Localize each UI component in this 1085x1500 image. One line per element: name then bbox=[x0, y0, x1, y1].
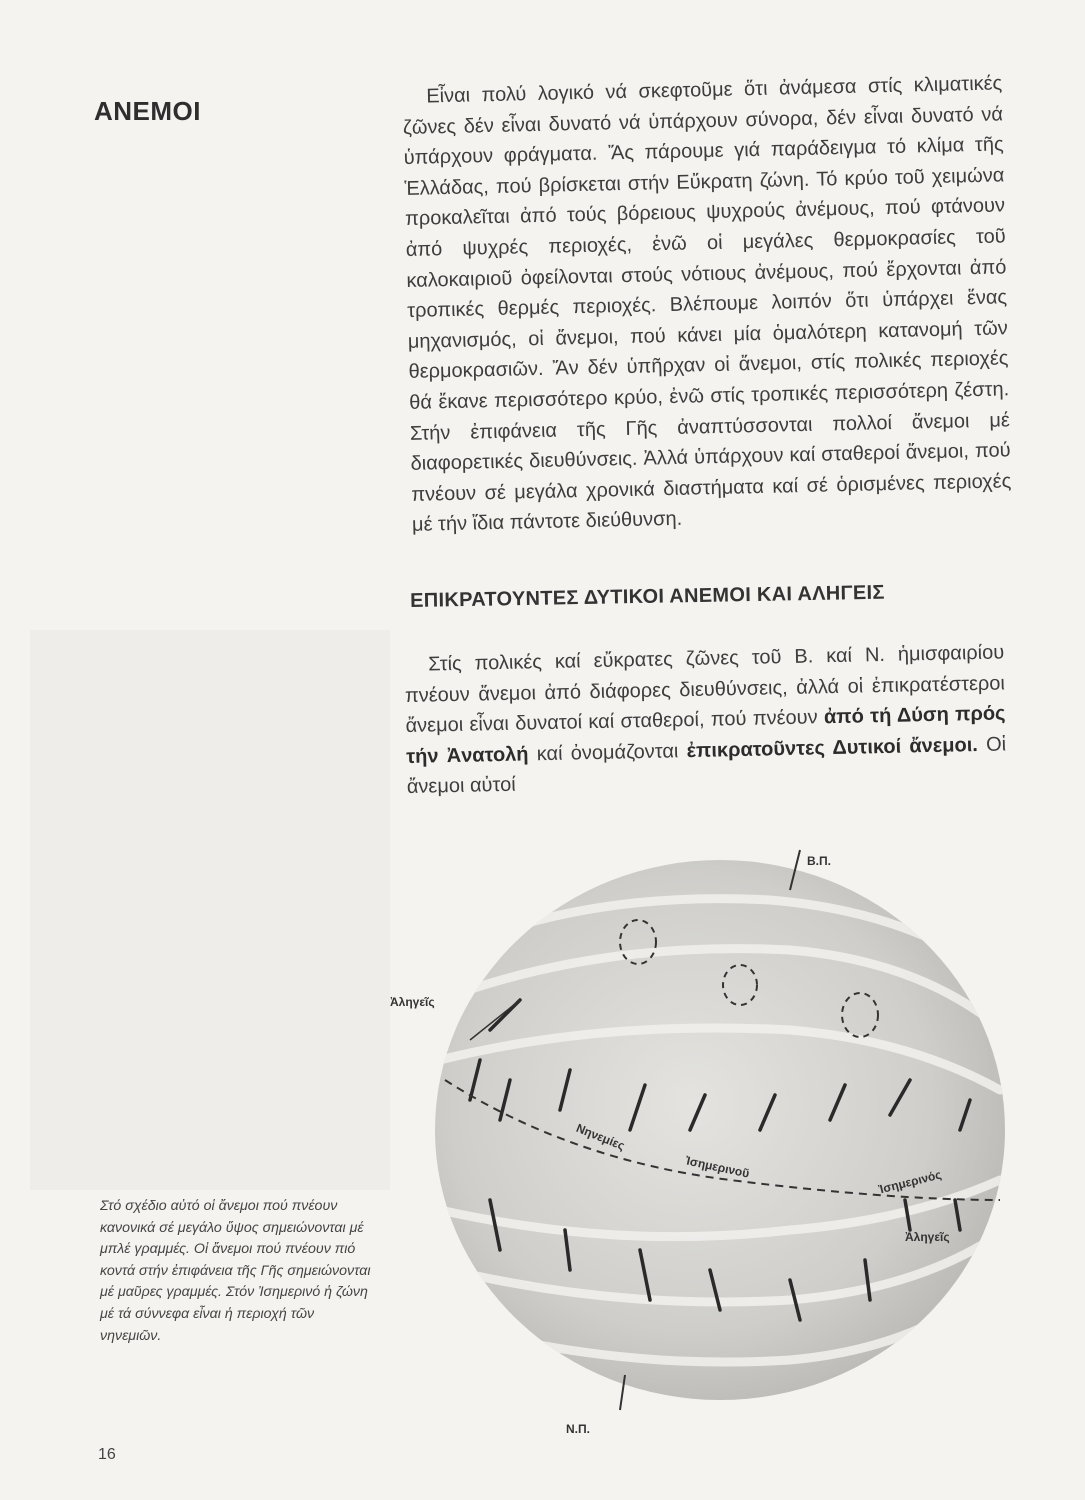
label-equator-1: Ἰσημερινοῦ bbox=[684, 1153, 751, 1181]
body-paragraph: Εἶναι πολύ λογικό νά σκεφτοῦμε ὅτι ἀνάμεσα στίς κλιματικές ζῶνες δέν εἶναι δυνατό νά ὑπάρχουν σύνορα, δέν εἶναι δυνατό νά ὑπάρχουν φράγματα. Ἄς πάρουμε γιά παράδειγμα τό κλίμα τῆς Ἑλλάδας, πού βρίσκεται στήν Εὔκρατη ζώνη. Τό κρύο τοῦ χειμώνα προκαλεῖται ἀπό τούς βόρειους ψυχρούς ἀνέμους, πού φτάνουν ἀπό ψυχρές περιοχές, ἐνῶ οἱ μεγάλες θερμοκρασίες τοῦ καλοκαιριοῦ ὀφείλονται στούς νότιους ἀνέμους, πού ἔρχονται ἀπό τροπικές θερμές περιοχές. Βλέπουμε λοιπόν ὅτι ὑπάρχει ἕνας μηχανισμός, οἱ ἄνεμοι, πού κάνει μία ὁμαλότερη κατανομή τῶν θερμοκρασιῶν. Ἄν δέν ὑπῆρχαν οἱ ἄνεμοι, στίς πολικές περιοχές θά ἔκανε περισσότερο κρύο, ἐνῶ στίς τροπικές περισσότερη ζέστη. Στήν ἐπιφάνεια τῆς Γῆς ἀναπτύσσονται πολλοί ἄνεμοι μέ διαφορετικές διευθύνσεις. Ἀλλά ὑπάρχουν καί σταθεροί ἄνεμοι, πού πνέουν σέ μεγάλα χρονικά διαστήματα καί σέ ὁρισμένες περιοχές μέ τήν ἴδια πάντοτε διεύθυνση. bbox=[402, 72, 1012, 537]
globe-sphere bbox=[435, 860, 1005, 1400]
body-text bbox=[402, 68, 1012, 540]
section-heading: ΕΠΙΚΡΑΤΟΥΝΤΕΣ ΔΥΤΙΚΟΙ ΑΝΕΜΟΙ ΚΑΙ ΑΛΗΓΕΙΣ bbox=[410, 581, 885, 612]
label-equator-2: Ἰσημερινός bbox=[877, 1167, 943, 1197]
faded-background-panel bbox=[30, 630, 390, 1190]
label-north-pole: Β.Π. bbox=[807, 854, 831, 868]
label-doldrums: Νηνεμίες bbox=[574, 1120, 627, 1154]
page-title: ΑΝΕΜΟΙ bbox=[94, 96, 201, 126]
section-paragraph bbox=[404, 637, 1007, 803]
globe-wind-diagram bbox=[370, 830, 1010, 1450]
page-number: 16 bbox=[98, 1446, 116, 1463]
globe-svg bbox=[370, 830, 1010, 1450]
label-trades-south: Ἀληγεῖς bbox=[905, 1230, 950, 1244]
figure-caption: Στό σχέδιο αὐτό οἱ ἄνεμοι πού πνέουν κανονικά σέ μεγάλο ὕψος σημειώνονται μέ μπλέ γραμμές. Οἱ ἄνεμοι πού πνέουν πιό κοντά στήν ἐπιφάνεια τῆς Γῆς σημειώνονται μέ μαῦρες γραμμές. Στόν Ἰσημερινό ἡ ζώνη μέ τά σύννεφα εἶναι ἡ περιοχή τῶν νηνεμιῶν. bbox=[100, 1198, 371, 1344]
section-bold-direction: ἀπό τή Δύση πρός τήν Ἀνατολή bbox=[406, 702, 1006, 768]
section-text-part-3: Οἱ ἄνεμοι αὐτοί bbox=[406, 733, 1007, 799]
section-text-part-1: Στίς πολικές καί εὔκρατες ζῶνες τοῦ Β. καί Ν. ἡμισφαιρίου πνέουν ἄνεμοι ἀπό διάφορες διευθύνσεις, ἀλλά οἱ ἐπικρατέστεροι ἄνεμοι εἶναι δυνατοί καί σταθεροί, πού πνέουν bbox=[404, 641, 1006, 738]
section-text bbox=[404, 637, 1007, 803]
label-south-pole: Ν.Π. bbox=[566, 1422, 590, 1436]
label-trades-north: Ἀληγεῖς bbox=[390, 995, 435, 1009]
section-text-part-2: καί ὀνομάζονται bbox=[528, 739, 687, 766]
section-bold-term: ἐπικρατοῦντες Δυτικοί ἄνεμοι. bbox=[686, 733, 979, 762]
